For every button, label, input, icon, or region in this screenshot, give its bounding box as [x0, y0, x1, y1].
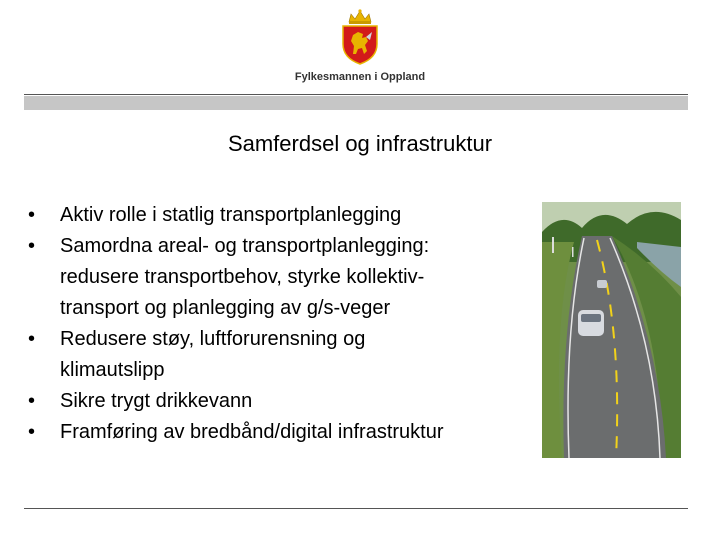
organization-name: Fylkesmannen i Oppland	[294, 71, 426, 83]
road-photo	[542, 202, 681, 458]
bullet-item	[28, 200, 528, 231]
bullet-line: Samordna areal- og transportplanlegging:	[60, 235, 430, 257]
header-band	[24, 96, 688, 110]
bullet-icon: •	[28, 421, 36, 443]
bullet-line: redusere transportbehov, styrke kollektiv-	[60, 266, 425, 288]
bullet-line: Sikre trygt drikkevann	[60, 390, 253, 412]
bullet-line: Aktiv rolle i statlig transportplanlegging	[60, 204, 402, 226]
bullet-item	[28, 324, 528, 386]
bullet-line: klimautslipp	[60, 359, 165, 381]
header-divider	[24, 94, 688, 95]
bullet-icon: •	[28, 328, 36, 350]
bullet-icon: •	[28, 235, 36, 257]
bullet-line: transport og planlegging av g/s-veger	[60, 297, 391, 319]
bullet-line: Framføring av bredbånd/digital infrastruktur	[60, 421, 444, 443]
bullet-item	[28, 386, 528, 417]
bullet-item	[28, 231, 528, 324]
bullet-line: Redusere støy, luftforurensning og	[60, 328, 366, 350]
bullet-item	[28, 417, 528, 448]
bullet-list	[28, 200, 528, 448]
footer-divider	[24, 508, 688, 509]
slide-title: Samferdsel og infrastruktur	[227, 131, 493, 156]
bullet-icon: •	[28, 390, 36, 412]
coat-of-arms-logo-icon	[339, 8, 381, 66]
bullet-icon: •	[28, 204, 36, 226]
